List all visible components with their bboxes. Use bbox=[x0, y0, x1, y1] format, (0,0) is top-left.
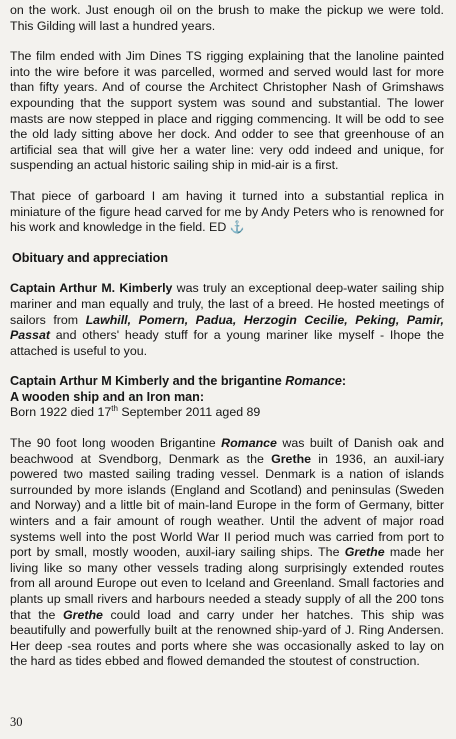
article-title-colon: : bbox=[341, 374, 347, 389]
kimberly-name: Captain Arthur M. Kimberly bbox=[10, 281, 173, 296]
born-died-line bbox=[10, 405, 444, 421]
paragraph-garboard-text: That piece of garboard I am having it turned into a substantial replica in miniature of the figure head carved for me by Andy Peters who is renowned for his work and knowledge in the field. ED bbox=[10, 188, 444, 235]
ship-names: Lawhill, Pomern, Padua, Herzogin Cecilie, Peking, Pamir, Passat bbox=[10, 312, 444, 343]
history-text-1: The 90 foot long wooden Brigantine bbox=[10, 436, 222, 451]
history-text-5: could load and carry under her hatches. This ship was beautifully and powerfully built at the renowned ship-yard of J. Ring Andersen. Her deep -sea routes and ports where she was occasionally asked to lay on the hard as tides ebbed and flowed demanded the stoutest of construction. bbox=[10, 607, 444, 669]
paragraph-obituary-intro bbox=[10, 281, 444, 359]
page-number: 30 bbox=[10, 715, 23, 729]
ship-grethe-2: Grethe bbox=[344, 545, 385, 560]
paragraph-garboard bbox=[10, 189, 444, 236]
paragraph-romance-history bbox=[10, 436, 444, 670]
article-title-line-1 bbox=[10, 374, 444, 390]
ship-grethe-3: Grethe bbox=[62, 607, 103, 622]
obituary-intro-text-2: and others' heady stuff for a young mariner like myself - Ihope the attached is useful to you. bbox=[10, 328, 444, 358]
obituary-intro-text-1: was truly an exceptional deep-water sailing ship mariner and man equally and truly, the last of a breed. He hosted meetings of sailors from bbox=[10, 281, 444, 327]
paragraph-film-rigging-text: The film ended with Jim Dines TS rigging explaining that the lanoline painted into the wire before it was parcelled, wormed and served would last for more than fifty years. And of course the Architect Christopher Nash of Grimshaws expounding that the support system was sound and substantial. The lower masts are now stepped in place and rigging commencing. It will be odd to see the old lady sitting above her dock. And odder to see that greenhouse of an artificial sea that will give her a water line: very odd indeed and unique, for suspending an actual historic sailing ship in mid-air is a first. bbox=[10, 49, 444, 173]
paragraph-gilding bbox=[10, 3, 444, 34]
history-text-4: made her living like so many other vessels trading along surprisingly extended routes from all around Europe out even to Iceland and Greenland. Small factories and plants up small rivers and harbours needed a steady supply of all the 200 tons that the bbox=[10, 545, 444, 622]
paragraph-gilding-text: on the work. Just enough oil on the brush to make the pickup we were told. This Gilding will last a hundred years. bbox=[10, 3, 444, 33]
died-text: September 2011 aged 89 bbox=[117, 405, 261, 420]
paragraph-film-rigging bbox=[10, 49, 444, 174]
obituary-heading: Obituary and appreciation bbox=[12, 250, 169, 265]
history-text-3: in 1936, an auxil-iary powered two masted sailing trading vessel. Denmark is a nation of islands surrounded by more islands (England and Scotland) and peninsulas (Sweden and Norway) and a little bit of main-land Europe in the form of Germany, bitter winters and a fair amount of rough weather. Until the advent of major road systems well into the post World War II period much was carried from port to port by small, mostly wooden, auxil-iary sailing ships. The bbox=[10, 451, 444, 560]
born-text: Born 1922 died 17 bbox=[10, 405, 112, 420]
ship-romance: Romance bbox=[221, 436, 277, 451]
article-title-line-2: A wooden ship and an Iron man: bbox=[10, 389, 205, 404]
article-title-text: Captain Arthur M Kimberly and the brigantine bbox=[10, 374, 286, 389]
article-title-ship: Romance bbox=[285, 374, 342, 389]
anchor-icon: ⚓ bbox=[229, 220, 245, 235]
ship-grethe: Grethe bbox=[271, 451, 312, 466]
history-text-2: was built of Danish oak and beachwood at Svendborg, Denmark as the bbox=[10, 436, 444, 466]
date-ordinal: th bbox=[111, 404, 118, 414]
